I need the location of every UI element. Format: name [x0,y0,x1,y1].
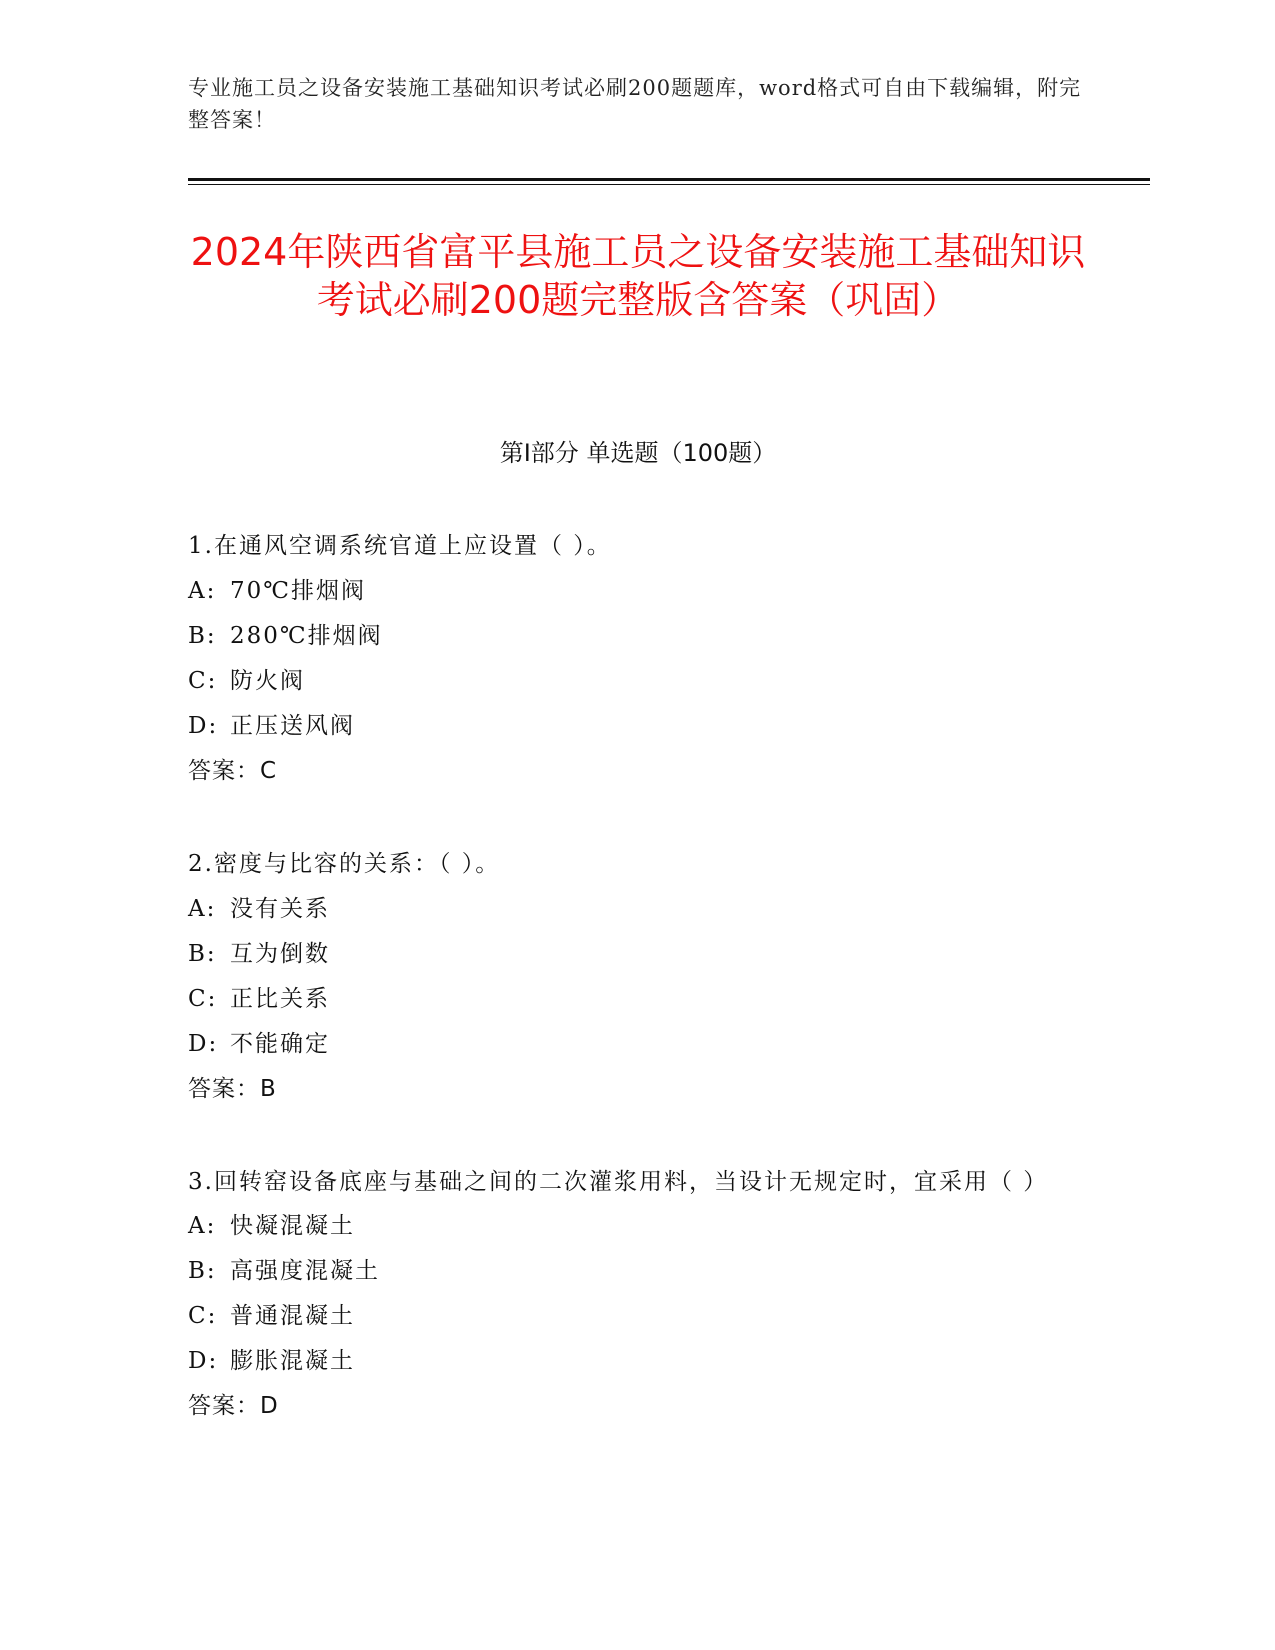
header-rule-thin [188,184,1150,185]
question-block [188,524,1088,794]
option-b [188,1249,1088,1294]
option-text: 膨胀混凝土 [230,1348,355,1374]
option-key: C: [188,668,218,694]
option-text: 没有关系 [230,896,330,922]
option-d [188,1339,1088,1384]
answer-line: 答案：B [188,1076,277,1102]
question-block [188,1160,1088,1429]
answer-line: 答案：D [188,1393,279,1419]
option-text: 互为倒数 [230,941,330,967]
option-a [188,887,1088,932]
option-a [188,569,1088,614]
option-key: A: [188,578,217,604]
document-title: 2024年陕西省富平县施工员之设备安装施工基础知识考试必刷200题完整版含答案（巩固） [190,230,1086,322]
option-text: 防火阀 [230,668,305,694]
option-text: 普通混凝土 [230,1303,355,1329]
question-stem: 1.在通风空调系统官道上应设置（ ）。 [188,533,612,559]
answer-line: 答案：C [188,758,278,784]
option-text: 高强度混凝土 [230,1258,380,1284]
option-key: D: [188,1031,219,1057]
option-key: B: [188,941,217,967]
option-text: 280℃排烟阀 [230,623,383,649]
option-d [188,1022,1088,1067]
question-block [188,842,1088,1112]
option-key: D: [188,1348,219,1374]
question-stem: 2.密度与比容的关系：（ ）。 [188,851,501,877]
option-key: A: [188,1213,217,1239]
header-rule-thick [188,178,1150,181]
option-key: D: [188,713,219,739]
option-key: B: [188,1258,217,1284]
option-c [188,977,1088,1022]
section-heading: 第I部分 单选题（100题） [499,439,777,467]
option-key: C: [188,1303,218,1329]
option-c [188,1294,1088,1339]
option-text: 正比关系 [230,986,330,1012]
question-stem: 3.回转窑设备底座与基础之间的二次灌浆用料，当设计无规定时，宜采用（ ） [188,1169,1049,1195]
option-text: 快凝混凝土 [230,1213,355,1239]
option-key: B: [188,623,217,649]
header-note: 专业施工员之设备安装施工基础知识考试必刷200题题库，word格式可自由下载编辑，附完整答案！ [188,76,1082,132]
option-b [188,614,1088,659]
option-text: 70℃排烟阀 [230,578,366,604]
option-b [188,932,1088,977]
option-d [188,704,1088,749]
option-c [188,659,1088,704]
option-a [188,1204,1088,1249]
option-key: A: [188,896,217,922]
option-key: C: [188,986,218,1012]
option-text: 不能确定 [230,1031,330,1057]
option-text: 正压送风阀 [230,713,355,739]
